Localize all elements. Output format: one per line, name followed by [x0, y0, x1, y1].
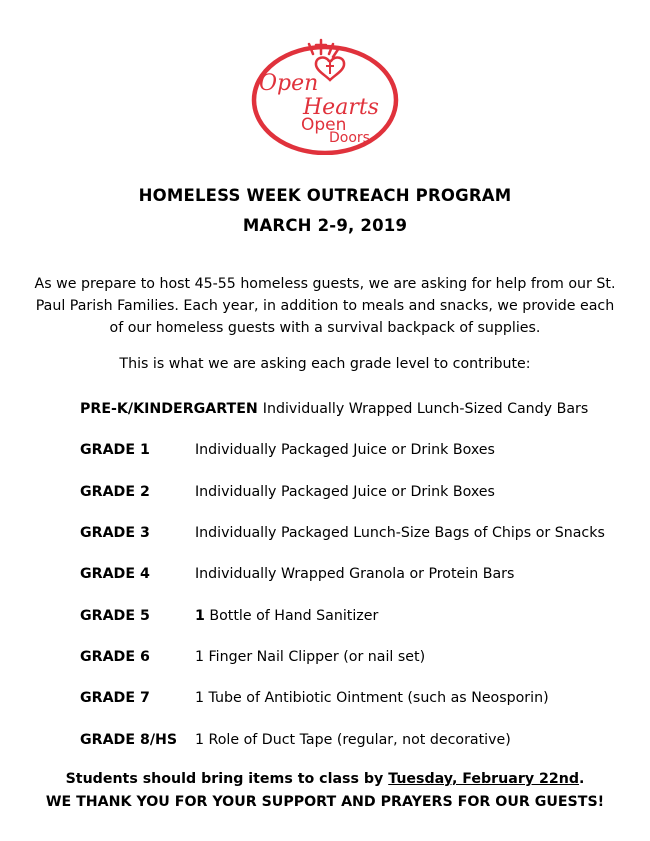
grade-item: Individually Packaged Juice or Drink Boxes	[195, 442, 495, 458]
grade-item: Individually Wrapped Lunch-Sized Candy Bars	[262, 401, 589, 417]
grade-label: GRADE 6	[80, 649, 150, 665]
grade-label: GRADE 5	[80, 608, 150, 624]
grade-row	[80, 690, 549, 706]
grade-item: 1 Finger Nail Clipper (or nail set)	[195, 649, 426, 665]
open-hearts-open-doors-logo	[251, 30, 399, 155]
logo-word-doors: Doors	[329, 130, 370, 146]
grade-row	[80, 649, 426, 665]
logo-word-open-2: Open	[301, 115, 347, 135]
grade-item: Individually Packaged Juice or Drink Boxes	[195, 484, 495, 500]
page-title: HOMELESS WEEK OUTREACH PROGRAM	[138, 186, 512, 205]
grade-label: GRADE 3	[80, 525, 150, 541]
due-date-prefix: Students should bring items to class by	[65, 771, 389, 787]
grade-row	[80, 525, 605, 541]
contribution-intro: This is what we are asking each grade level to contribute:	[119, 356, 531, 372]
due-date-suffix: .	[579, 771, 585, 787]
grade-item: 1 Role of Duct Tape (regular, not decorative)	[195, 732, 511, 748]
grade-item: 1 Tube of Antibiotic Ointment (such as Neosporin)	[195, 690, 549, 706]
grade-row	[80, 401, 588, 417]
event-dates: MARCH 2-9, 2019	[242, 216, 408, 235]
grade-label: GRADE 4	[80, 566, 150, 582]
grade-row	[80, 608, 379, 624]
logo-word-hearts: Hearts	[303, 95, 379, 120]
item-quantity: 1	[195, 608, 205, 624]
grade-row	[80, 732, 511, 748]
grade-row	[80, 484, 495, 500]
intro-paragraph: As we prepare to host 45-55 homeless guests, we are asking for help from our St. Paul Parish Families. Each year, in addition to meals and snacks, we provide each of our homeless guests with a survival backpack of supplies.	[34, 276, 616, 336]
grade-label: GRADE 2	[80, 484, 150, 500]
grade-row	[80, 442, 495, 458]
item-description: Bottle of Hand Sanitizer	[204, 608, 379, 624]
thank-you-message: WE THANK YOU FOR YOUR SUPPORT AND PRAYERS FOR OUR GUESTS!	[45, 794, 605, 810]
grade-item: Individually Packaged Lunch-Size Bags of Chips or Snacks	[195, 525, 605, 541]
grade-row	[80, 566, 515, 582]
grade-item: Individually Wrapped Granola or Protein Bars	[195, 566, 515, 582]
due-date-notice	[0, 771, 650, 787]
due-date: Tuesday, February 22nd	[388, 771, 580, 787]
logo-graphic	[251, 30, 399, 155]
grade-item	[195, 608, 378, 624]
logo-word-open-1: Open	[259, 71, 319, 96]
grade-label: GRADE 1	[80, 442, 150, 458]
grade-label: GRADE 7	[80, 690, 150, 706]
grade-label: PRE-K/KINDERGARTEN	[80, 401, 258, 417]
grade-label: GRADE 8/HS	[80, 732, 178, 748]
